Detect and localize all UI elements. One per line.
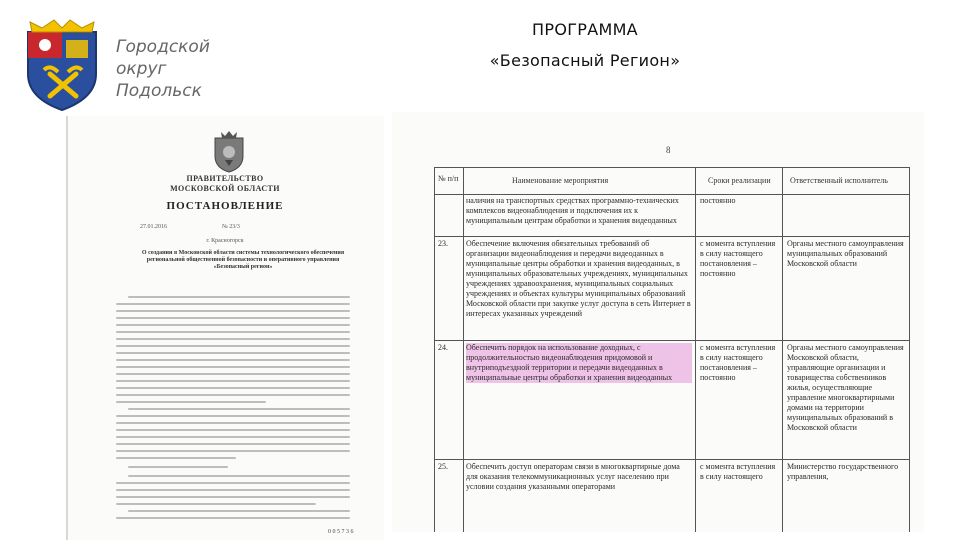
row-term: с момента вступления в силу настоящего постановления – постоянно bbox=[700, 239, 776, 278]
column-header-executor: Ответственный исполнитель bbox=[790, 176, 888, 185]
decree-number: № 23/3 bbox=[222, 224, 240, 230]
row-number: 24. bbox=[438, 343, 448, 352]
row-number: 23. bbox=[438, 239, 448, 248]
decree-date: 27.01.2016 bbox=[140, 224, 167, 230]
program-title: ПРОГРАММА bbox=[532, 20, 638, 39]
column-header-term: Сроки реализации bbox=[708, 176, 771, 185]
row-activity: наличия на транспортных средствах программно-технических комплексов видеонаблюдения и подключения их к муниципальным центрам обработки и хранения видеоданных bbox=[466, 196, 679, 225]
column-header-activity: Наименование мероприятия bbox=[512, 176, 609, 185]
city-name-line-2: округ bbox=[116, 59, 167, 79]
row-term: с момента вступления в силу настоящего bbox=[700, 462, 776, 481]
moscow-oblast-emblem-icon bbox=[211, 130, 247, 174]
row-number: 25. bbox=[438, 462, 448, 471]
decree-scan bbox=[66, 116, 384, 540]
city-name-line-1: Городской bbox=[116, 37, 210, 57]
row-term: постоянно bbox=[700, 196, 736, 205]
row-activity-highlighted: Обеспечить порядок на использование доходных, с продолжительностью видеонаблюдения придомовой и внутриподъездной территории и передачи видеоданных в муниципальные центры обработки и хранения видеоданных bbox=[466, 343, 692, 383]
decree-place: г. Красногорск bbox=[206, 238, 244, 244]
government-heading-1: ПРАВИТЕЛЬСТВО bbox=[186, 174, 264, 183]
program-subtitle: «Безопасный Регион» bbox=[489, 51, 681, 70]
row-executor: Органы местного самоуправления муниципальных образований Московской области bbox=[787, 239, 904, 268]
row-executor: Органы местного самоуправления Московской области, управляющие организации и товарищества собственников жилья, осуществляющие управление многоквартирными домами на территории муниципальных образований в Московской области bbox=[787, 343, 904, 432]
podolsk-coat-of-arms-icon bbox=[22, 18, 102, 112]
government-heading-2: МОСКОВСКОЙ ОБЛАСТИ bbox=[170, 184, 280, 193]
document-type-heading: ПОСТАНОВЛЕНИЕ bbox=[166, 200, 284, 212]
row-term: с момента вступления в силу настоящего постановления – постоянно bbox=[700, 343, 776, 382]
column-header-number: № п/п bbox=[438, 174, 459, 183]
page-number: 8 bbox=[666, 145, 671, 155]
city-name-line-3: Подольск bbox=[116, 81, 202, 101]
decree-footer-number: 0 0 5 7 3 6 bbox=[328, 529, 354, 535]
row-activity: Обеспечить доступ операторам связи в многоквартирные дома для оказания телекоммуникационных услуг населению при условии создания указанными операторами bbox=[466, 462, 680, 491]
decree-title: О создании в Московской области системы технологического обеспечения региональной общественной безопасности и оперативного управления «Безопасный регион» bbox=[141, 250, 345, 270]
row-executor: Министерство государственного управления, bbox=[787, 462, 899, 481]
row-activity: Обеспечение включения обязательных требований об организации видеонаблюдения и передачи видеоданных в муниципальные центры обработки и хранения видеоданных, в муниципальных образовательных учреждениях, муниципальных учреждениях здравоохранения, муниципальных социальных учреждениях и объектах культуры муниципальных образований Московской области при закупке услуг доступа в сеть Интернет в интересах указанных учреждений bbox=[466, 239, 691, 318]
program-table-scan bbox=[392, 112, 924, 532]
